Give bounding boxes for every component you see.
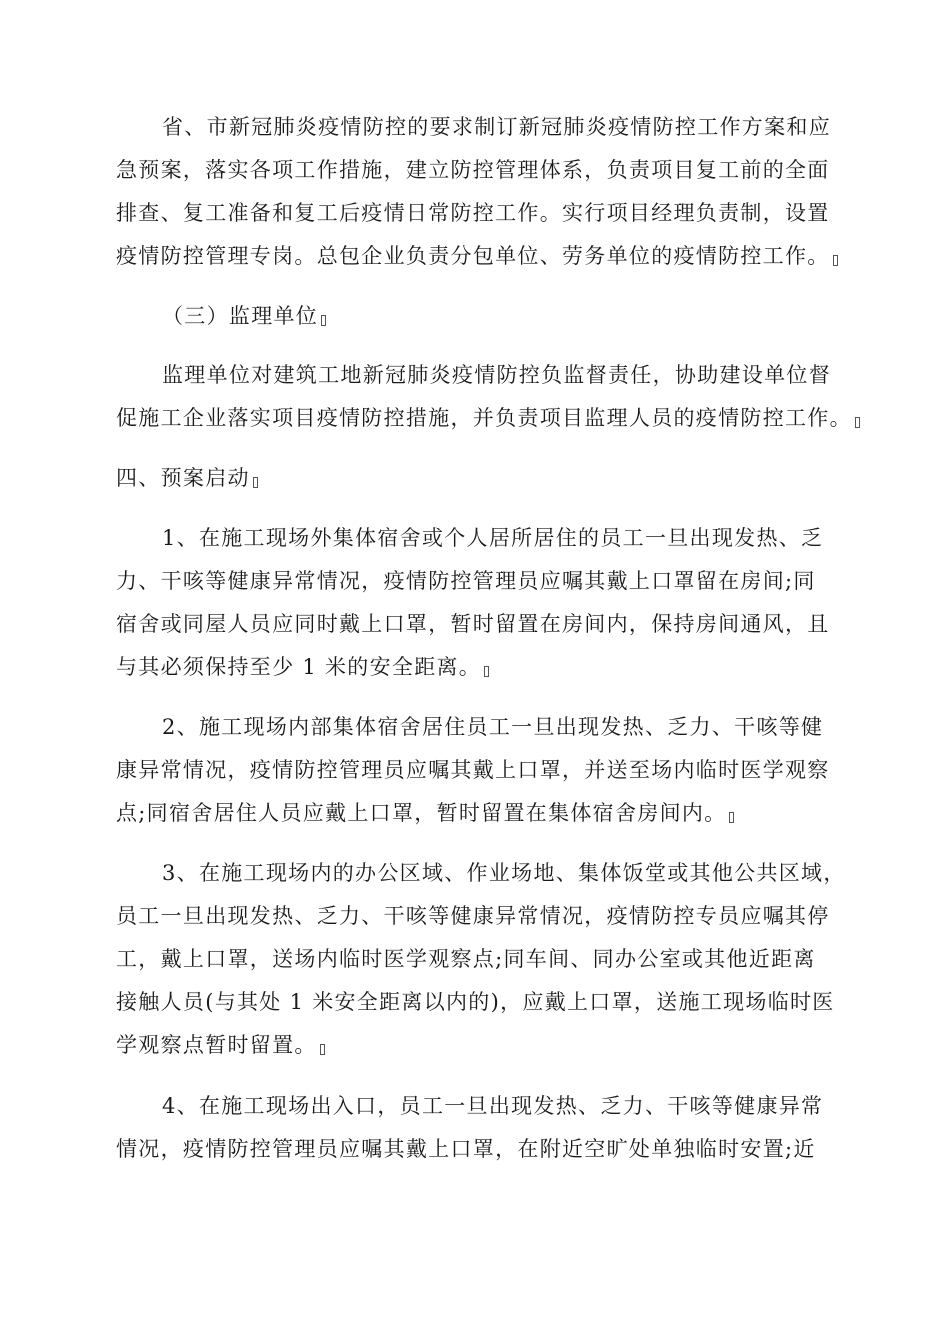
- list-item-line: 员工一旦出现发热、乏力、干咳等健康异常情况，疫情防控专员应嘱其停: [116, 904, 830, 928]
- paragraph-line: 促施工企业落实项目疫情防控措施，并负责项目监理人员的疫情防控工作。: [116, 404, 860, 432]
- list-item-line: 康异常情况，疫情防控管理员应嘱其戴上口罩，并送至场内临时医学观察: [116, 758, 830, 782]
- list-item-line: 宿舍或同屋人员应同时戴上口罩，暂时留置在房间内，保持房间通风，且: [116, 612, 830, 636]
- list-item-line: 接触人员(与其处 1 米安全距离以内的)，应戴上口罩，送施工现场临时医: [116, 990, 835, 1014]
- list-item-line: 学观察点暂时留置。: [116, 1031, 325, 1059]
- paragraph-mark-icon: [729, 812, 734, 823]
- list-item-line: 力、干咳等健康异常情况，疫情防控管理员应嘱其戴上口罩留在房间;同: [116, 569, 816, 593]
- list-item-line: 1、在施工现场外集体宿舍或个人居所居住的员工一旦出现发热、乏: [162, 526, 824, 550]
- section-heading: 四、预案启动: [116, 464, 258, 492]
- paragraph-mark-icon: [321, 315, 326, 326]
- paragraph-line: 疫情防控管理专岗。总包企业负责分包单位、劳务单位的疫情防控工作。: [116, 242, 838, 270]
- paragraph-mark-icon: [833, 255, 838, 266]
- list-item-line: 工，戴上口罩，送场内临时医学观察点;同车间、同办公室或其他近距离: [116, 947, 816, 971]
- list-item-line: 情况，疫情防控管理员应嘱其戴上口罩，在附近空旷处单独临时安置;近: [116, 1137, 816, 1161]
- paragraph-line: 急预案，落实各项工作措施，建立防控管理体系，负责项目复工前的全面: [116, 158, 830, 182]
- section-heading: （三）监理单位: [162, 302, 326, 330]
- list-item-line: 与其必须保持至少 1 米的安全距离。: [116, 653, 489, 681]
- paragraph-line: 监理单位对建筑工地新冠肺炎疫情防控负监督责任，协助建设单位督: [162, 363, 831, 387]
- list-item-line: 4、在施工现场出入口，员工一旦出现发热、乏力、干咳等健康异常: [162, 1094, 824, 1118]
- paragraph-mark-icon: [253, 477, 258, 488]
- list-item-line: 2、施工现场内部集体宿舍居住员工一旦出现发热、乏力、干咳等健: [162, 715, 824, 739]
- paragraph-mark-icon: [855, 417, 860, 428]
- paragraph-mark-icon: [484, 666, 489, 677]
- paragraph-line: 排查、复工准备和复工后疫情日常防控工作。实行项目经理负责制，设置: [116, 201, 830, 225]
- list-item-line: 点;同宿舍居住人员应戴上口罩，暂时留置在集体宿舍房间内。: [116, 799, 734, 827]
- list-item-line: 3、在施工现场内的办公区域、作业场地、集体饭堂或其他公共区域，: [162, 861, 846, 885]
- paragraph-line: 省、市新冠肺炎疫情防控的要求制订新冠肺炎疫情防控工作方案和应: [162, 115, 831, 139]
- paragraph-mark-icon: [320, 1044, 325, 1055]
